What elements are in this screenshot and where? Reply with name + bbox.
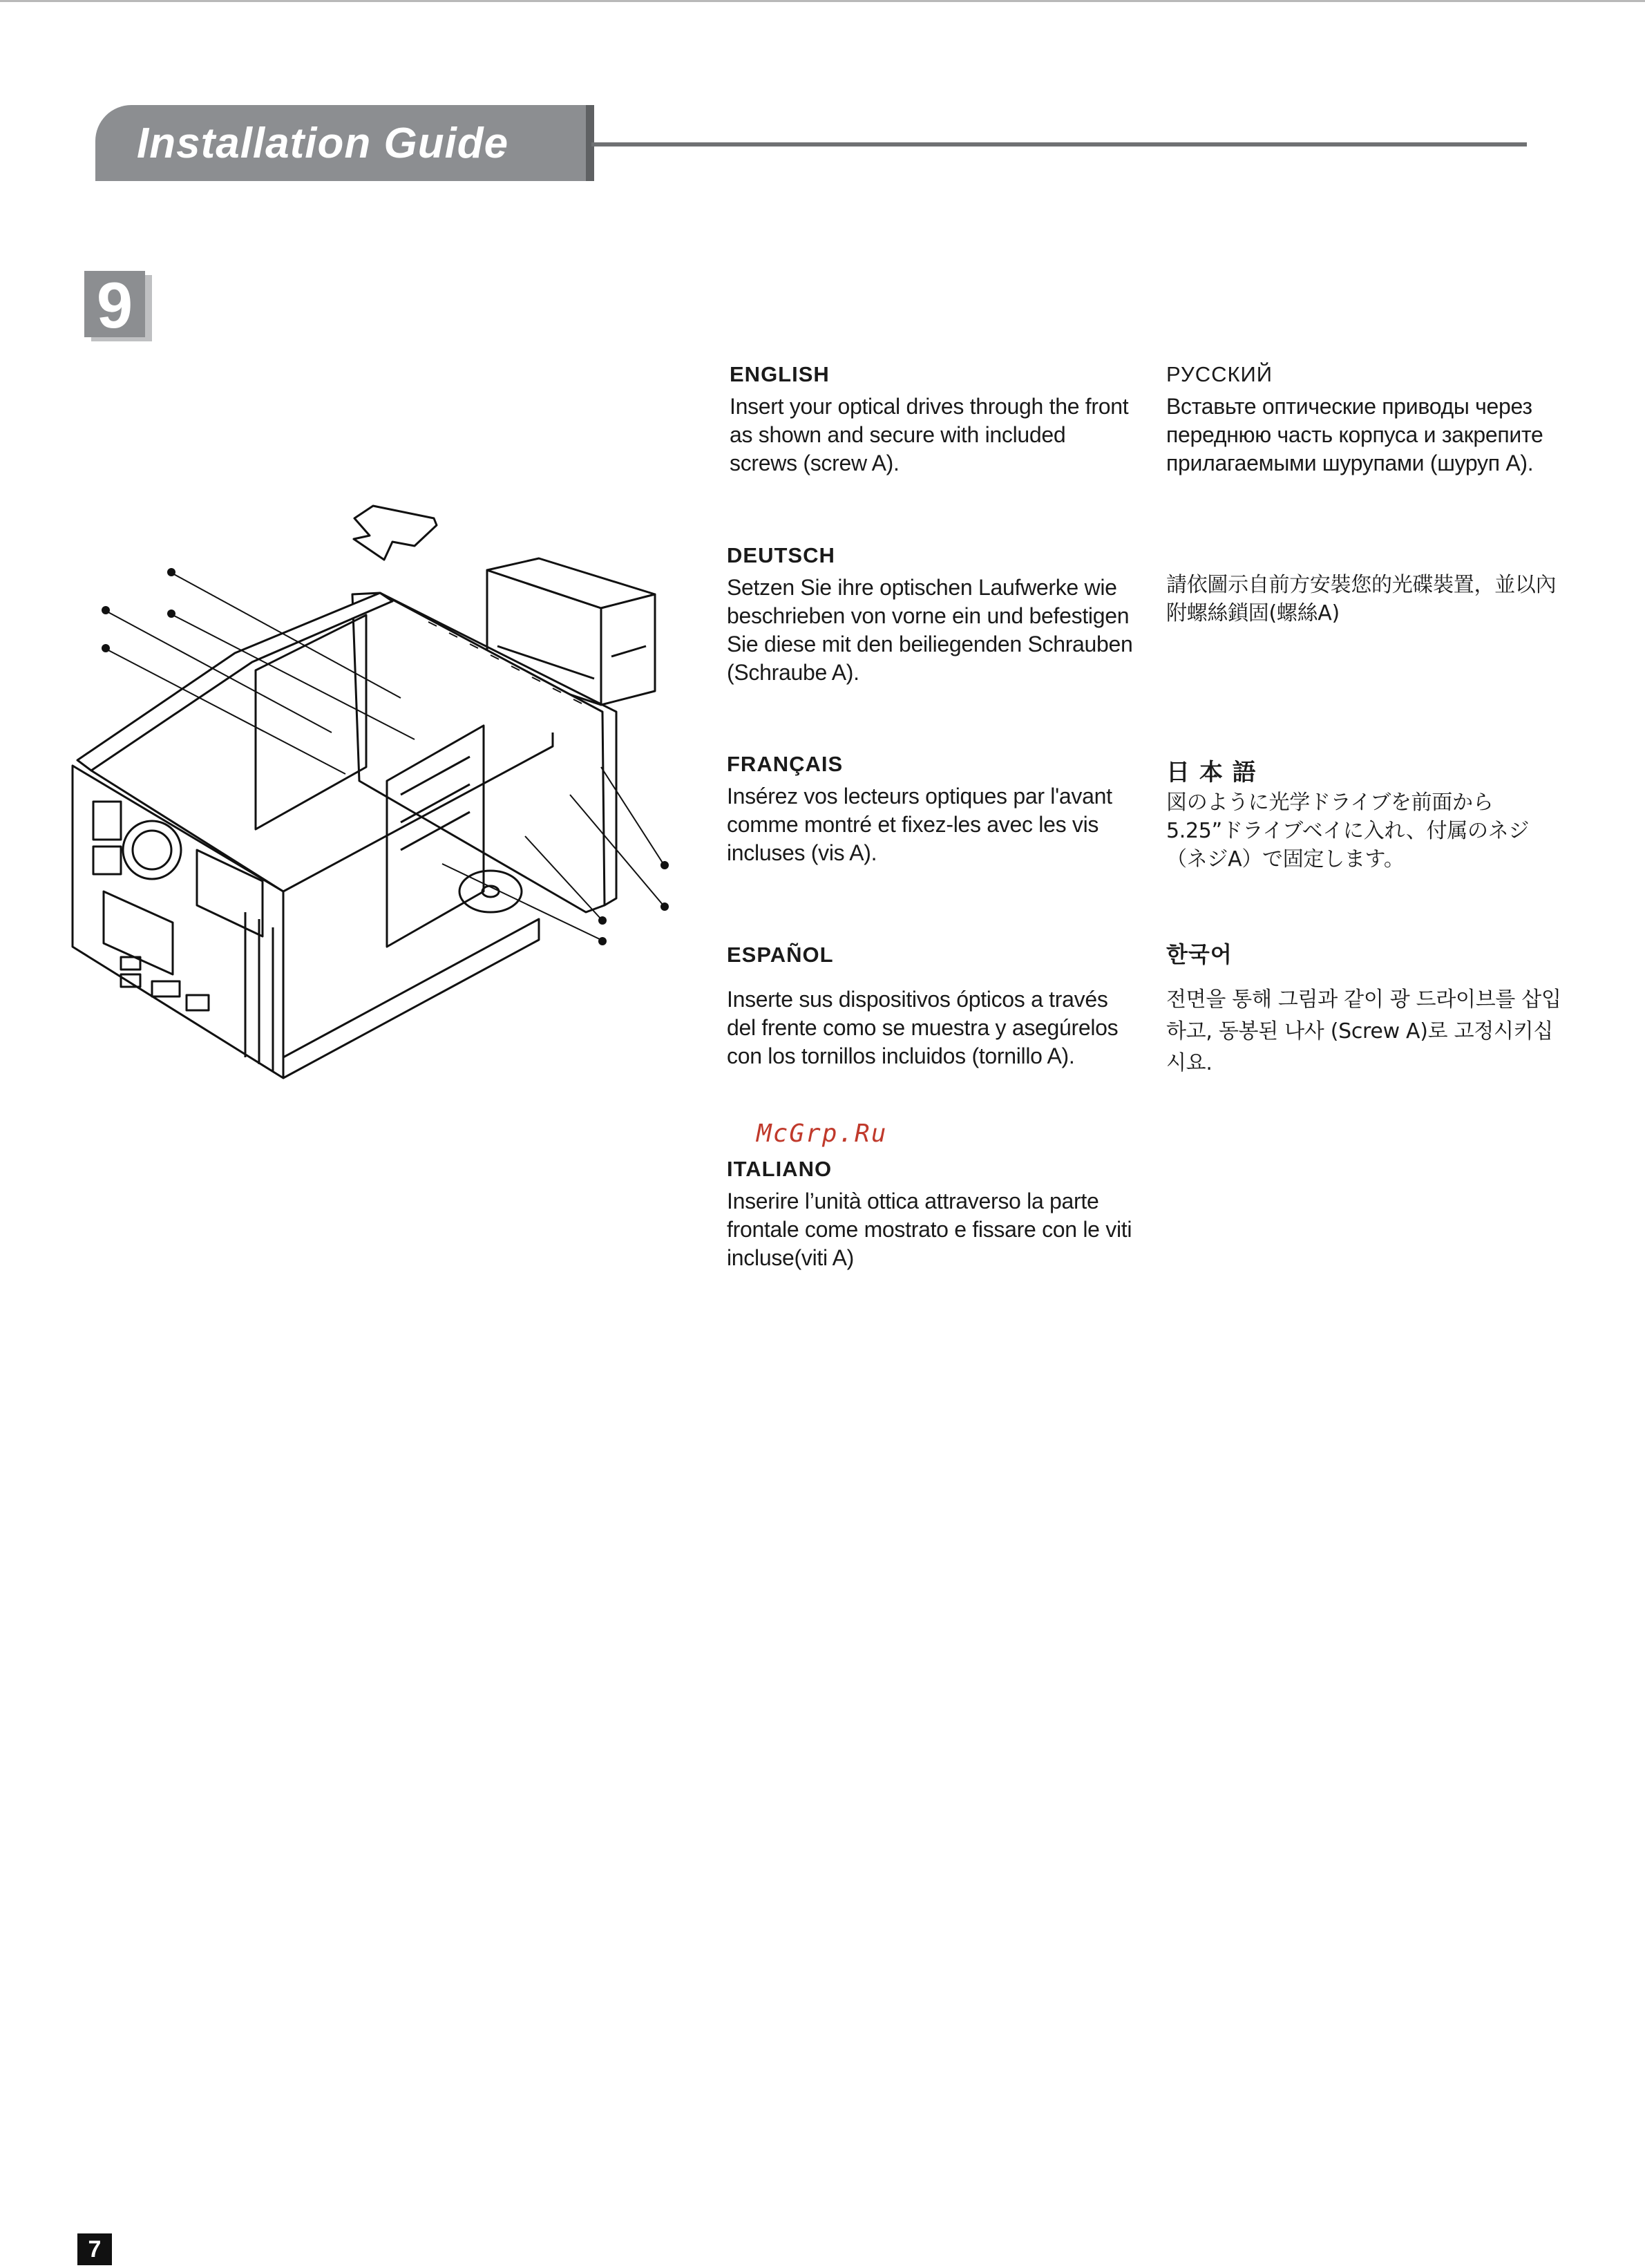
text-italiano: Inserire l’unità ottica attraverso la parte frontale come mostrato e fissare con le viti incluse(viti A) bbox=[727, 1189, 1132, 1270]
top-rule bbox=[0, 0, 1645, 2]
lang-heading-espanol: ESPAÑOL bbox=[727, 943, 834, 967]
text-chinese: 請依圖示自前方安裝您的光碟裝置，並以內附螺絲鎖固(螺絲A) bbox=[1166, 573, 1557, 625]
section-russian bbox=[1166, 362, 1567, 478]
text-russian: Вставьте оптические приводы через переднюю часть корпуса и закрепите прилагаемыми шурупами (шуруп А). bbox=[1166, 394, 1543, 475]
page-number: 7 bbox=[77, 2233, 112, 2265]
page-title: Installation Guide bbox=[137, 120, 509, 167]
section-chinese bbox=[1166, 571, 1567, 627]
text-korean: 전면을 통해 그림과 같이 광 드라이브를 삽입하고, 동봉된 나사 (Screw A)로 고정시키십시요. bbox=[1166, 987, 1561, 1075]
watermark: McGrp.Ru bbox=[757, 1119, 888, 1148]
lang-heading-english: ENGLISH bbox=[730, 362, 830, 386]
lang-heading-korean: 한국어 bbox=[1166, 941, 1233, 967]
section-italiano bbox=[727, 1157, 1134, 1272]
lang-heading-deutsch: DEUTSCH bbox=[727, 543, 835, 567]
lang-heading-russian: РУССКИЙ bbox=[1166, 362, 1273, 386]
text-espanol: Inserte sus dispositivos ópticos a través del frente como se muestra y asegúrelos con los tornillos incluidos (tornillo A). bbox=[727, 987, 1119, 1068]
case-illustration bbox=[55, 504, 691, 1099]
lang-heading-japanese: 日 本 語 bbox=[1166, 759, 1257, 786]
header-tab bbox=[95, 105, 589, 181]
text-deutsch: Setzen Sie ihre optischen Laufwerke wie beschrieben von vorne ein und befestigen Sie diese mit den beiliegenden Schrauben (Schraube A). bbox=[727, 575, 1133, 685]
header-rule bbox=[591, 142, 1527, 147]
text-english: Insert your optical drives through the front as shown and secure with included screws (screw A). bbox=[730, 394, 1129, 475]
step-number-badge bbox=[84, 269, 145, 341]
step-number: 9 bbox=[96, 269, 133, 341]
lang-heading-francais: FRANÇAIS bbox=[727, 752, 844, 776]
section-deutsch bbox=[727, 543, 1134, 687]
section-francais bbox=[727, 752, 1134, 867]
text-japanese: 図のように光学ドライブを前面から5.25”ドライブベイに入れ、付属のネジ（ネジA）で固定します。 bbox=[1166, 791, 1530, 871]
section-japanese bbox=[1166, 753, 1567, 873]
text-francais: Insérez vos lecteurs optiques par l'avant comme montré et fixez-les avec les vis incluses (vis A). bbox=[727, 784, 1112, 865]
section-english bbox=[730, 362, 1137, 478]
section-espanol bbox=[727, 943, 1134, 1070]
lang-heading-italiano: ITALIANO bbox=[727, 1157, 833, 1181]
insert-direction-arrow-icon bbox=[354, 506, 437, 560]
section-korean bbox=[1166, 937, 1567, 1079]
